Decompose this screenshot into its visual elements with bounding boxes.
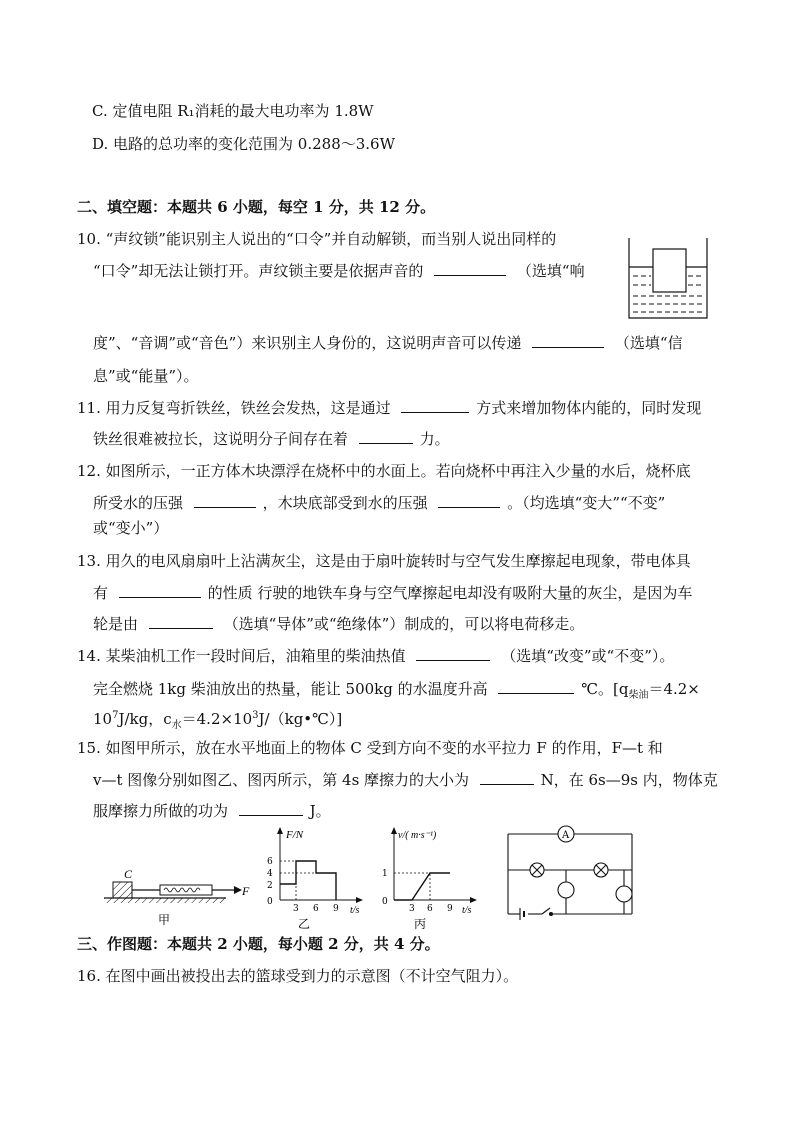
q12-blank2[interactable] xyxy=(438,493,500,508)
q12-line3: 或“变小”） xyxy=(93,519,169,537)
option-d: D. 电路的总功率的变化范围为 0.288～3.6W xyxy=(92,135,396,153)
option-c: C. 定值电阻 R₁消耗的最大电功率为 1.8W xyxy=(92,102,374,120)
figure-yi-ft-graph xyxy=(262,824,368,934)
yi-ytick-0: 0 xyxy=(267,897,273,907)
section-heading-drawing: 三、作图题：本题共 2 小题，每小题 2 分，共 4 分。 xyxy=(77,935,440,953)
bing-ytick-0: 0 xyxy=(382,897,388,907)
force-label-f: F xyxy=(242,884,250,898)
yi-ytick-6: 6 xyxy=(267,857,273,867)
q12-line1: 12. 如图所示，一正方体木块漂浮在烧杯中的水面上。若向烧杯中再注入少量的水后，烧杯底 xyxy=(77,462,691,480)
q10-blank2[interactable] xyxy=(532,333,604,348)
object-c-block xyxy=(113,882,132,898)
q14-blank1[interactable] xyxy=(416,646,490,661)
yi-ytick-2: 2 xyxy=(267,881,273,891)
q12-line2: 所受水的压强 ，木块底部受到水的压强 。（均选填“变大”“不变” xyxy=(93,494,666,512)
q11-line2: 铁丝很难被拉长，这说明分子间存在着 力。 xyxy=(93,430,450,448)
bing-ytick-1: 1 xyxy=(382,869,388,879)
meter-right xyxy=(616,886,632,902)
bing-y-label: v/( m·s⁻¹) xyxy=(398,830,437,841)
q15-line3: 服摩擦力所做的功为 J。 xyxy=(93,802,331,820)
q13-line3: 轮是由 （选填“导体”或“绝缘体”）制成的，可以将电荷移走。 xyxy=(93,615,585,633)
yi-force-curve xyxy=(280,861,336,900)
ground-hatch xyxy=(104,898,226,903)
q14-line3: $10^7J/kg$，$c_水=4.2\times 10^3J/(kg•℃)$] xyxy=(93,710,343,731)
q11-line1: 11. 用力反复弯折铁丝，铁丝会发热，这是通过 方式来增加物体内能的，同时发现 xyxy=(77,399,702,417)
q14-blank2[interactable] xyxy=(498,679,574,694)
yi-xtick-6: 6 xyxy=(313,904,319,914)
q11-blank1[interactable] xyxy=(401,398,469,413)
q16-text: 16. 在图中画出被投出去的篮球受到力的示意图（不计空气阻力）。 xyxy=(77,967,519,985)
bing-velocity-curve xyxy=(394,873,450,900)
q12-blank1[interactable] xyxy=(194,493,256,508)
figure-jia xyxy=(96,864,256,932)
q10-line4: 息”或“能量”）。 xyxy=(93,367,199,385)
battery xyxy=(520,908,524,920)
bing-xtick-9: 9 xyxy=(447,904,453,914)
lamp-1 xyxy=(530,863,544,877)
q15-line1: 15. 如图甲所示，放在水平地面上的物体 C 受到方向不变的水平拉力 F 的作用，F—t 和 xyxy=(77,739,663,757)
q10-line1: 10. “声纹锁”能识别主人说出的“口令”并自动解锁，而当别人说出同样的 xyxy=(77,230,557,248)
switch xyxy=(542,908,553,916)
bing-xtick-6: 6 xyxy=(427,904,433,914)
caption-jia: 甲 xyxy=(158,913,171,927)
figure-bing-vt-graph xyxy=(374,824,486,934)
q15-line2: v—t 图像分别如图乙、图丙所示，第 4s 摩擦力的大小为 N，在 6s—9s 内，物体克 xyxy=(93,771,718,789)
yi-x-label: t/s xyxy=(350,905,360,916)
bing-x-label: t/s xyxy=(462,905,472,916)
force-arrow-head xyxy=(234,886,242,894)
yi-xtick-9: 9 xyxy=(333,904,339,914)
ammeter-label: A xyxy=(562,830,570,841)
bing-xtick-3: 3 xyxy=(409,904,415,914)
yi-y-label: F/N xyxy=(286,829,304,841)
q14-line2: 完全燃烧 1kg 柴油放出的热量，能让 500kg 的水温度升高 ℃。[$q_{柴油}=4.2\times$ xyxy=(93,680,700,701)
wood-block xyxy=(653,249,686,292)
q10-line2: “口令”却无法让锁打开。声纹锁主要是依据声音的 （选填“响 xyxy=(93,262,585,280)
lamp-2 xyxy=(594,863,608,877)
meter-middle xyxy=(558,882,574,898)
q13-blank1[interactable] xyxy=(119,583,201,598)
q10-line3: 度”、“音调”或“音色”）来识别主人身份的，这说明声音可以传递 （选填“信 xyxy=(93,334,683,352)
q10-blank1[interactable] xyxy=(434,261,506,276)
q13-line2: 有 的性质 行驶的地铁车身与空气摩擦起电却没有吸附大量的灰尘，是因为车 xyxy=(93,584,693,602)
q13-line1: 13. 用久的电风扇扇叶上沾满灰尘，这是由于扇叶旋转时与空气发生摩擦起电现象，带电体具 xyxy=(77,552,691,570)
circuit-diagram xyxy=(504,822,640,922)
yi-xtick-3: 3 xyxy=(293,904,299,914)
section-heading-fill-blank: 二、填空题：本题共 6 小题，每空 1 分，共 12 分。 xyxy=(77,198,436,216)
q15-blank1[interactable] xyxy=(480,770,534,785)
q11-blank2[interactable] xyxy=(359,429,413,444)
caption-yi: 乙 xyxy=(298,917,311,931)
q15-blank2[interactable] xyxy=(239,801,303,816)
yi-ytick-4: 4 xyxy=(267,869,273,879)
caption-bing: 丙 xyxy=(414,917,427,931)
object-label-c: C xyxy=(124,867,133,881)
q13-blank2[interactable] xyxy=(149,614,213,629)
beaker-figure xyxy=(625,236,711,322)
q14-line1: 14. 某柴油机工作一段时间后，油箱里的柴油热值 （选填“改变”或“不变”）。 xyxy=(77,647,675,665)
